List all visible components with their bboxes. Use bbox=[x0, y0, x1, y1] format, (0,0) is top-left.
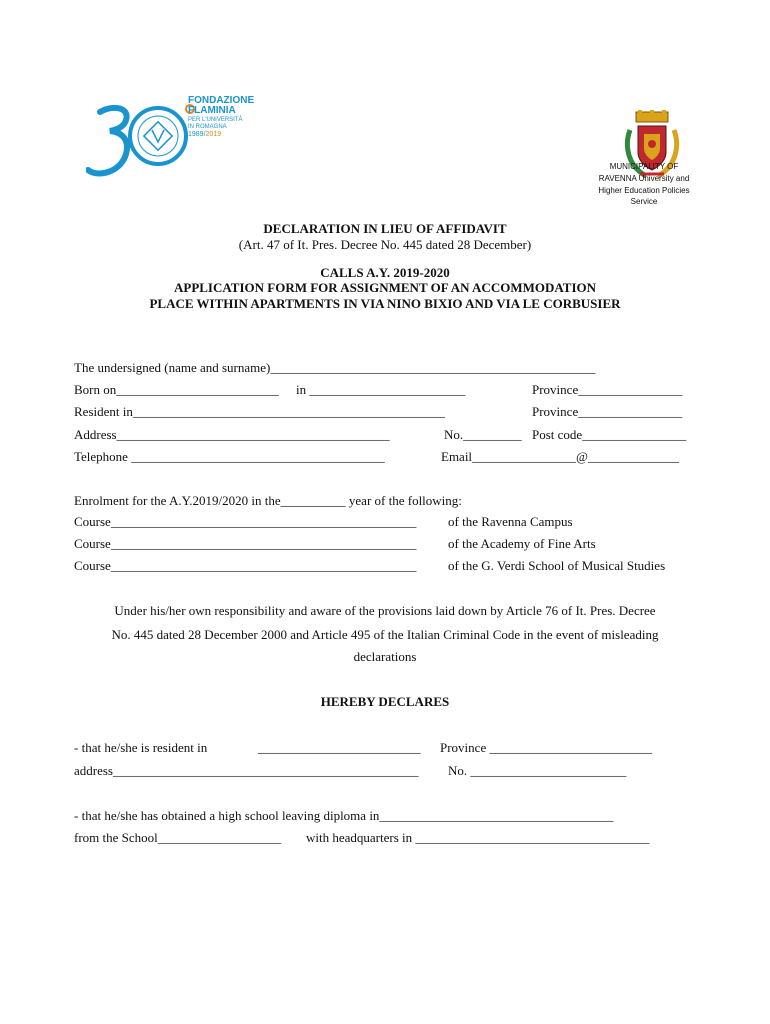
declare-school-field[interactable]: from the School___________________ bbox=[74, 830, 282, 845]
title-apartments: PLACE WITHIN APARTMENTS IN VIA NINO BIXIO AND VIA LE CORBUSIER bbox=[149, 296, 621, 311]
field-post-code[interactable]: Post code________________ bbox=[532, 427, 687, 442]
field-resident-in[interactable]: Resident in________________________________________________ bbox=[74, 404, 445, 419]
course-music-label: of the G. Verdi School of Musical Studies bbox=[448, 558, 666, 573]
declare-diploma-field[interactable]: - that he/she has obtained a high school leaving diploma in____________________________________ bbox=[74, 808, 614, 823]
logo-line-fondazione: FONDAZIONE bbox=[188, 95, 255, 106]
municipality-line-1: MUNICIPALITY OF bbox=[609, 162, 679, 171]
logo-line-flaminia: FLAMINIA bbox=[188, 105, 236, 116]
field-telephone[interactable]: Telephone _______________________________________ bbox=[74, 449, 385, 464]
field-address[interactable]: Address__________________________________________ bbox=[74, 427, 390, 442]
title-calls: CALLS A.Y. 2019-2020 bbox=[320, 265, 450, 280]
field-undersigned[interactable]: The undersigned (name and surname)__________________________________________________ bbox=[74, 360, 596, 375]
declare-headquarters-field[interactable]: with headquarters in ____________________________________ bbox=[306, 830, 650, 845]
ravenna-crest bbox=[614, 92, 674, 164]
declare-resident-field[interactable]: _________________________ bbox=[258, 740, 421, 755]
course-ravenna-field[interactable]: Course_______________________________________________ bbox=[74, 514, 417, 529]
declare-address-number[interactable]: No. ________________________ bbox=[448, 763, 627, 778]
course-ravenna-label: of the Ravenna Campus bbox=[448, 514, 573, 529]
course-fine-arts-label: of the Academy of Fine Arts bbox=[448, 536, 596, 551]
municipality-line-4: Service bbox=[630, 197, 658, 206]
title-article: (Art. 47 of It. Pres. Decree No. 445 dated 28 December) bbox=[238, 237, 532, 252]
field-resident-province[interactable]: Province________________ bbox=[532, 404, 683, 419]
field-born-province[interactable]: Province________________ bbox=[532, 382, 683, 397]
field-address-number[interactable]: No._________ bbox=[444, 427, 522, 442]
municipality-line-3: Higher Education Policies bbox=[598, 186, 690, 195]
field-born-in[interactable]: in ________________________ bbox=[296, 382, 466, 397]
title-declaration: DECLARATION IN LIEU OF AFFIDAVIT bbox=[263, 221, 507, 236]
declare-province-field[interactable]: Province _________________________ bbox=[440, 740, 652, 755]
logo-years bbox=[188, 131, 221, 139]
enrolment-intro[interactable]: Enrolment for the A.Y.2019/2020 in the__________ year of the following: bbox=[74, 493, 462, 508]
declare-resident-label: - that he/she is resident in bbox=[74, 740, 208, 755]
title-application-form: APPLICATION FORM FOR ASSIGNMENT OF AN ACCOMMODATION bbox=[173, 280, 597, 295]
course-fine-arts-field[interactable]: Course_______________________________________________ bbox=[74, 536, 417, 551]
logo-years-start: 1989/ bbox=[188, 131, 206, 138]
statement-line-1: Under his/her own responsibility and aware of the provisions laid down by Article 76 of It. Pres. Decree bbox=[114, 603, 656, 618]
field-email[interactable]: Email________________@______________ bbox=[441, 449, 680, 464]
field-born-on[interactable]: Born on_________________________ bbox=[74, 382, 279, 397]
statement-line-2: No. 445 dated 28 December 2000 and Article 495 of the Italian Criminal Code in the event of misleading bbox=[111, 627, 659, 642]
logo-line-in-romagna: IN ROMAGNA bbox=[188, 124, 227, 130]
municipality-line-2: RAVENNA University and bbox=[598, 174, 690, 183]
logo-years-end: 2019 bbox=[205, 131, 222, 138]
logo-line-per-universita: PER L'UNIVERSITÀ bbox=[188, 117, 243, 123]
declare-address-field[interactable]: address_______________________________________________ bbox=[74, 763, 419, 778]
hereby-declares-heading: HEREBY DECLARES bbox=[320, 694, 450, 709]
statement-line-3: declarations bbox=[353, 649, 417, 664]
logo-30-graphic bbox=[86, 102, 266, 188]
course-music-field[interactable]: Course_______________________________________________ bbox=[74, 558, 417, 573]
